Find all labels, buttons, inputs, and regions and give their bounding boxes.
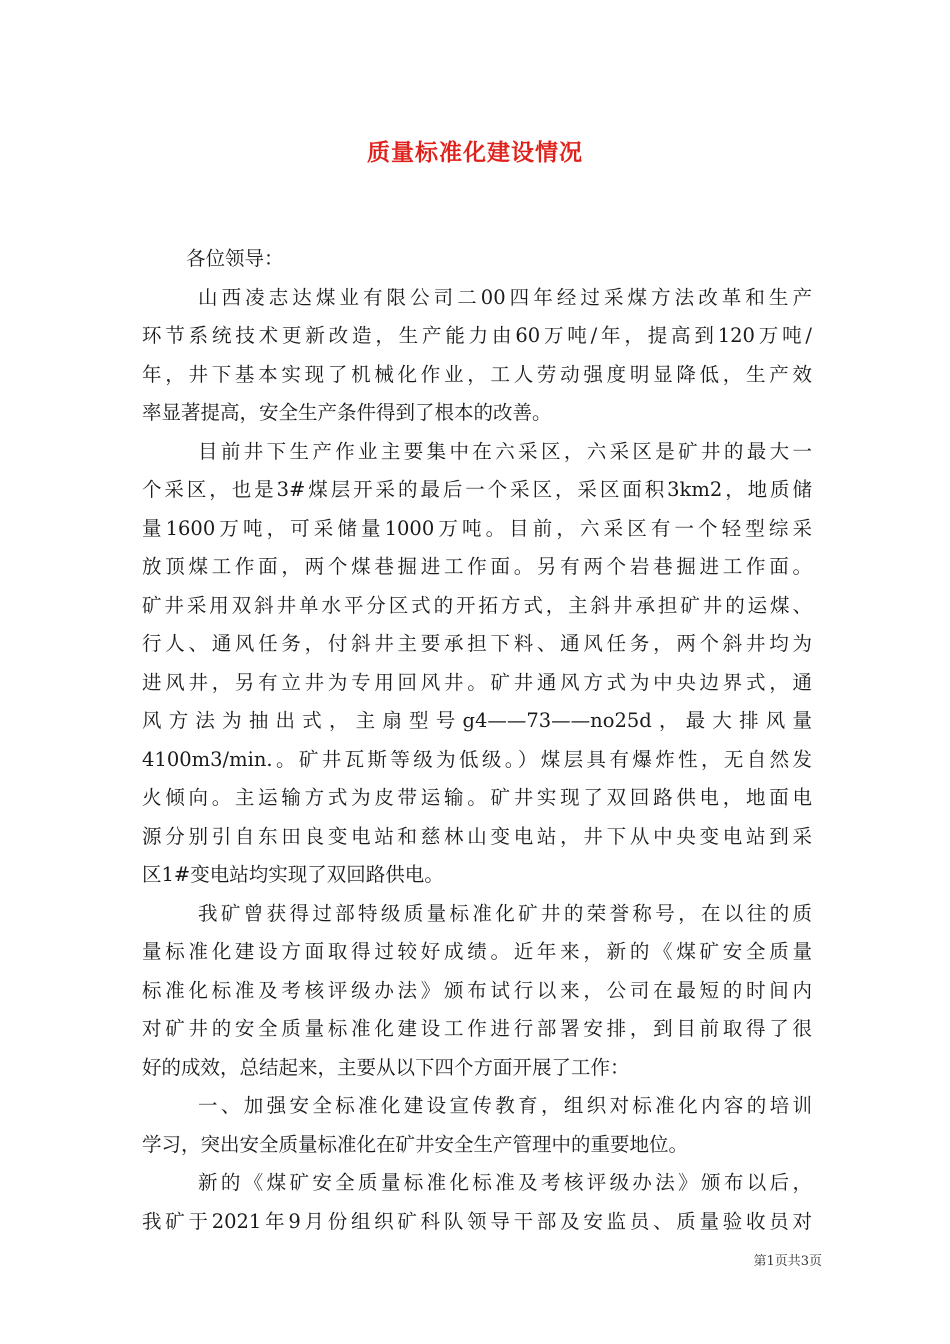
paragraph-line: 新的《煤矿安全质量标准化标准及考核评级办法》颁布以后， <box>198 1171 812 1194</box>
paragraph-line: 我矿曾获得过部特级质量标准化矿井的荣誉称号，在以往的质 <box>198 901 812 925</box>
paragraph-line: 源分别引自东田良变电站和慈林山变电站，井下从中央变电站到采 <box>142 824 812 848</box>
paragraph-line: 目前井下生产作业主要集中在六采区，六采区是矿井的最大一 <box>198 439 812 463</box>
paragraph-line: 标准化标准及考核评级办法》颁布试行以来，公司在最短的时间内 <box>142 978 812 1002</box>
paragraph-line: 4100m3/min.。矿井瓦斯等级为低级。）煤层具有爆炸性，无自然发 <box>142 747 812 771</box>
paragraph-line: 山西凌志达煤业有限公司二00四年经过采煤方法改革和生产 <box>198 285 812 309</box>
paragraph-line: 个采区，也是3#煤层开采的最后一个采区，采区面积3km2，地质储 <box>142 478 812 501</box>
paragraph-line: 矿井采用双斜井单水平分区式的开拓方式，主斜井承担矿井的运煤、 <box>142 593 812 617</box>
paragraph-line: 环节系统技术更新改造，生产能力由60万吨/年，提高到120万吨/ <box>142 324 812 347</box>
page-number: 第1页共3页 <box>753 1254 822 1269</box>
paragraph-line: 好的成效，总结起来，主要从以下四个方面开展了工作： <box>142 1055 630 1079</box>
section-heading-line: 学习，突出安全质量标准化在矿井安全生产管理中的重要地位。 <box>142 1132 689 1156</box>
section-heading-line: 一、加强安全标准化建设宣传教育，组织对标准化内容的培训 <box>198 1094 812 1117</box>
paragraph-line: 进风井，另有立井为专用回风井。矿井通风方式为中央边界式，通 <box>142 670 812 694</box>
paragraph-line: 率显著提高，安全生产条件得到了根本的改善。 <box>142 401 552 424</box>
salutation-line: 各位领导： <box>186 247 284 270</box>
paragraph-line: 区1#变电站均实现了双回路供电。 <box>142 863 444 886</box>
paragraph-line: 量1600万吨，可采储量1000万吨。目前，六采区有一个轻型综采 <box>142 516 812 540</box>
paragraph-line: 火倾向。主运输方式为皮带运输。矿井实现了双回路供电，地面电 <box>142 786 812 809</box>
document-body <box>142 240 812 1241</box>
paragraph-line: 放顶煤工作面，两个煤巷掘进工作面。另有两个岩巷掘进工作面。 <box>142 555 812 578</box>
paragraph-line: 年，井下基本实现了机械化作业，工人劳动强度明显降低，生产效 <box>142 362 812 386</box>
paragraph-line: 我矿于2021年9月份组织矿科队领导干部及安监员、质量验收员对 <box>142 1209 812 1233</box>
paragraph-line: 风方法为抽出式，主扇型号g4——73——no25d，最大排风量 <box>142 709 812 732</box>
paragraph-line: 对矿井的安全质量标准化建设工作进行部署安排，到目前取得了很 <box>142 1017 812 1040</box>
paragraph-line: 量标准化建设方面取得过较好成绩。近年来，新的《煤矿安全质量 <box>142 940 812 963</box>
document-title: 质量标准化建设情况 <box>367 140 583 166</box>
paragraph-line: 行人、通风任务，付斜井主要承担下料、通风任务，两个斜井均为 <box>142 632 812 655</box>
